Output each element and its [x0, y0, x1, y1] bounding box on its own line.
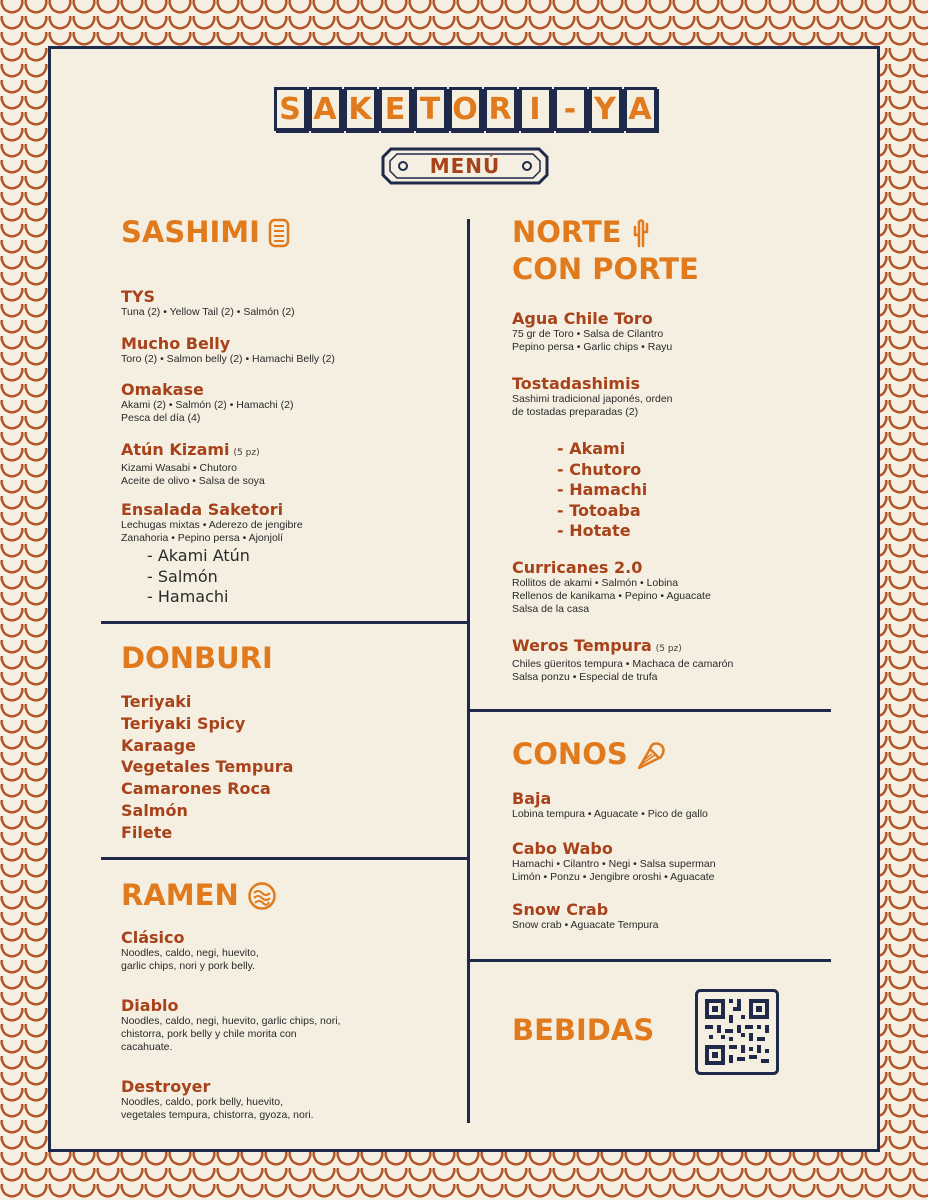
- donburi-title: DONBURI: [121, 641, 273, 675]
- brand-letter: R: [484, 87, 517, 131]
- item-description: Snow crab • Aguacate Tempura: [512, 919, 659, 931]
- list-item: Karaage: [121, 735, 196, 755]
- item-name: Ensalada Saketori: [121, 500, 284, 519]
- item-description: Akami (2) • Salmón (2) • Hamachi (2): [121, 399, 294, 411]
- norte-title-line2: CON PORTE: [512, 252, 699, 286]
- item-description: Rellenos de kanikama • Pepino • Aguacate: [512, 590, 711, 602]
- option-item: - Hotate: [557, 521, 631, 540]
- option-item: - Salmón: [147, 566, 218, 586]
- menu-sheet: [48, 46, 880, 1152]
- brand-letter: K: [344, 87, 377, 131]
- menu-item: [512, 375, 673, 419]
- section-title-donburi: [121, 640, 273, 677]
- menu-item: [121, 501, 303, 545]
- cactus-icon: [630, 218, 652, 248]
- ramen-title: RAMEN: [121, 878, 239, 912]
- item-description: Lobina tempura • Aguacate • Pico de gallo: [512, 808, 708, 820]
- section-title-sashimi: [121, 214, 290, 251]
- item-description: Tuna (2) • Yellow Tail (2) • Salmón (2): [121, 306, 295, 318]
- item-name: [121, 441, 265, 462]
- menu-label: MENÚ: [429, 154, 501, 178]
- divider-sashimi-donburi: [101, 621, 469, 624]
- option-item: - Akami: [557, 439, 626, 458]
- brand-letter: S: [274, 87, 307, 131]
- option-item: - Totoaba: [557, 500, 641, 520]
- item-name: Curricanes 2.0: [512, 558, 643, 577]
- brand-letter: A: [624, 87, 657, 131]
- sashimi-title: SASHIMI: [121, 215, 260, 249]
- item-description: Limón • Ponzu • Jengibre oroshi • Aguacate: [512, 871, 715, 883]
- item-description: Noodles, caldo, pork belly, huevito,: [121, 1096, 284, 1108]
- item-description: de tostadas preparadas (2): [512, 406, 639, 418]
- tostada-options: [557, 439, 647, 542]
- cone-icon: [636, 739, 668, 771]
- option-item: - Hamachi: [147, 587, 229, 606]
- list-item: Teriyaki Spicy: [121, 713, 246, 733]
- brand-letter: -: [554, 87, 587, 131]
- brand-letter: E: [379, 87, 412, 131]
- item-description: Noodles, caldo, negi, huevito,: [121, 947, 259, 959]
- item-name: Omakase: [121, 380, 204, 399]
- menu-item: [121, 381, 293, 425]
- section-title-ramen: [121, 877, 277, 914]
- list-item: Camarones Roca: [121, 779, 271, 799]
- item-name: Destroyer: [121, 1077, 211, 1096]
- item-name: Snow Crab: [512, 900, 609, 919]
- center-divider: [467, 219, 470, 1123]
- option-item: - Hamachi: [557, 480, 648, 499]
- item-name: Tostadashimis: [512, 374, 641, 393]
- option-item: - Akami Atún: [147, 546, 250, 565]
- menu-item: [121, 441, 265, 488]
- item-name: Cabo Wabo: [512, 839, 613, 858]
- conos-title: CONOS: [512, 737, 628, 771]
- item-description: Chiles güeritos tempura • Machaca de camarón: [512, 658, 734, 670]
- qr-code-icon[interactable]: [695, 989, 779, 1075]
- brand-letter: Y: [589, 87, 622, 131]
- menu-item: [121, 929, 259, 973]
- section-title-norte-line2: [512, 251, 699, 288]
- item-name: Mucho Belly: [121, 334, 231, 353]
- menu-item: [512, 310, 672, 354]
- item-description: Salsa ponzu • Especial de trufa: [512, 671, 658, 683]
- brand-letter: O: [449, 87, 482, 131]
- item-description: 75 gr de Toro • Salsa de Cilantro: [512, 328, 664, 340]
- item-description: Pepino persa • Garlic chips • Rayu: [512, 341, 673, 353]
- donburi-list: [121, 691, 293, 844]
- item-description: cacahuate.: [121, 1041, 173, 1053]
- item-name: Clásico: [121, 928, 185, 947]
- list-item: Filete: [121, 822, 173, 842]
- brand-letter: I: [519, 87, 552, 131]
- item-description: Aceite de olivo • Salsa de soya: [121, 475, 265, 487]
- item-description: Kizami Wasabi • Chutoro: [121, 462, 237, 474]
- section-title-conos: [512, 736, 668, 773]
- brand-logo: [235, 87, 695, 131]
- menu-item: [512, 559, 711, 616]
- portion-note: (5 pz): [655, 644, 682, 654]
- section-title-norte: [512, 214, 652, 251]
- item-name: Diablo: [121, 996, 179, 1015]
- menu-item: [121, 335, 335, 366]
- option-item: - Chutoro: [557, 459, 642, 479]
- ramen-bowl-icon: [247, 881, 277, 911]
- menu-item: [121, 288, 295, 319]
- divider-norte-conos: [467, 709, 831, 712]
- item-description: Pesca del día (4): [121, 412, 201, 424]
- item-description: Lechugas mixtas • Aderezo de jengibre: [121, 519, 303, 531]
- list-item: Vegetales Tempura: [121, 757, 294, 777]
- item-name: Agua Chile Toro: [512, 309, 653, 328]
- item-description: Toro (2) • Salmon belly (2) • Hamachi Belly (2): [121, 353, 335, 365]
- sashimi-options: [147, 546, 250, 608]
- menu-label-plate: [377, 145, 553, 187]
- item-name: [512, 637, 733, 658]
- menu-item: [512, 840, 716, 884]
- item-description: Rollitos de akami • Salmón • Lobina: [512, 577, 679, 589]
- list-item: Salmón: [121, 800, 188, 820]
- item-description: vegetales tempura, chistorra, gyoza, nori.: [121, 1109, 314, 1121]
- item-description: Hamachi • Cilantro • Negi • Salsa superman: [512, 858, 716, 870]
- item-name-text: Atún Kizami: [121, 440, 230, 459]
- brand-letter: A: [309, 87, 342, 131]
- sushi-roll-icon: [268, 218, 290, 248]
- divider-donburi-ramen: [101, 857, 469, 860]
- item-description: chistorra, pork belly y chile morita con: [121, 1028, 297, 1040]
- menu-item: [121, 1078, 314, 1122]
- bebidas-title: BEBIDAS: [512, 1013, 655, 1047]
- brand-letter: T: [414, 87, 447, 131]
- menu-item: [121, 997, 340, 1054]
- menu-item: [512, 901, 659, 932]
- item-description: Salsa de la casa: [512, 603, 590, 615]
- item-description: garlic chips, nori y pork belly.: [121, 960, 256, 972]
- item-name: Baja: [512, 789, 552, 808]
- menu-item: [512, 790, 708, 821]
- item-description: Zanahoria • Pepino persa • Ajonjolí: [121, 532, 284, 544]
- item-name-text: Weros Tempura: [512, 636, 652, 655]
- item-description: Noodles, caldo, negi, huevito, garlic chips, nori,: [121, 1015, 341, 1027]
- norte-title-line1: NORTE: [512, 215, 622, 249]
- menu-item: [512, 637, 733, 684]
- item-name: TYS: [121, 287, 156, 306]
- divider-conos-bebidas: [467, 959, 831, 962]
- section-title-bebidas: [512, 1012, 654, 1049]
- list-item: Teriyaki: [121, 692, 192, 711]
- portion-note: (5 pz): [233, 448, 260, 458]
- item-description: Sashimi tradicional japonés, orden: [512, 393, 673, 405]
